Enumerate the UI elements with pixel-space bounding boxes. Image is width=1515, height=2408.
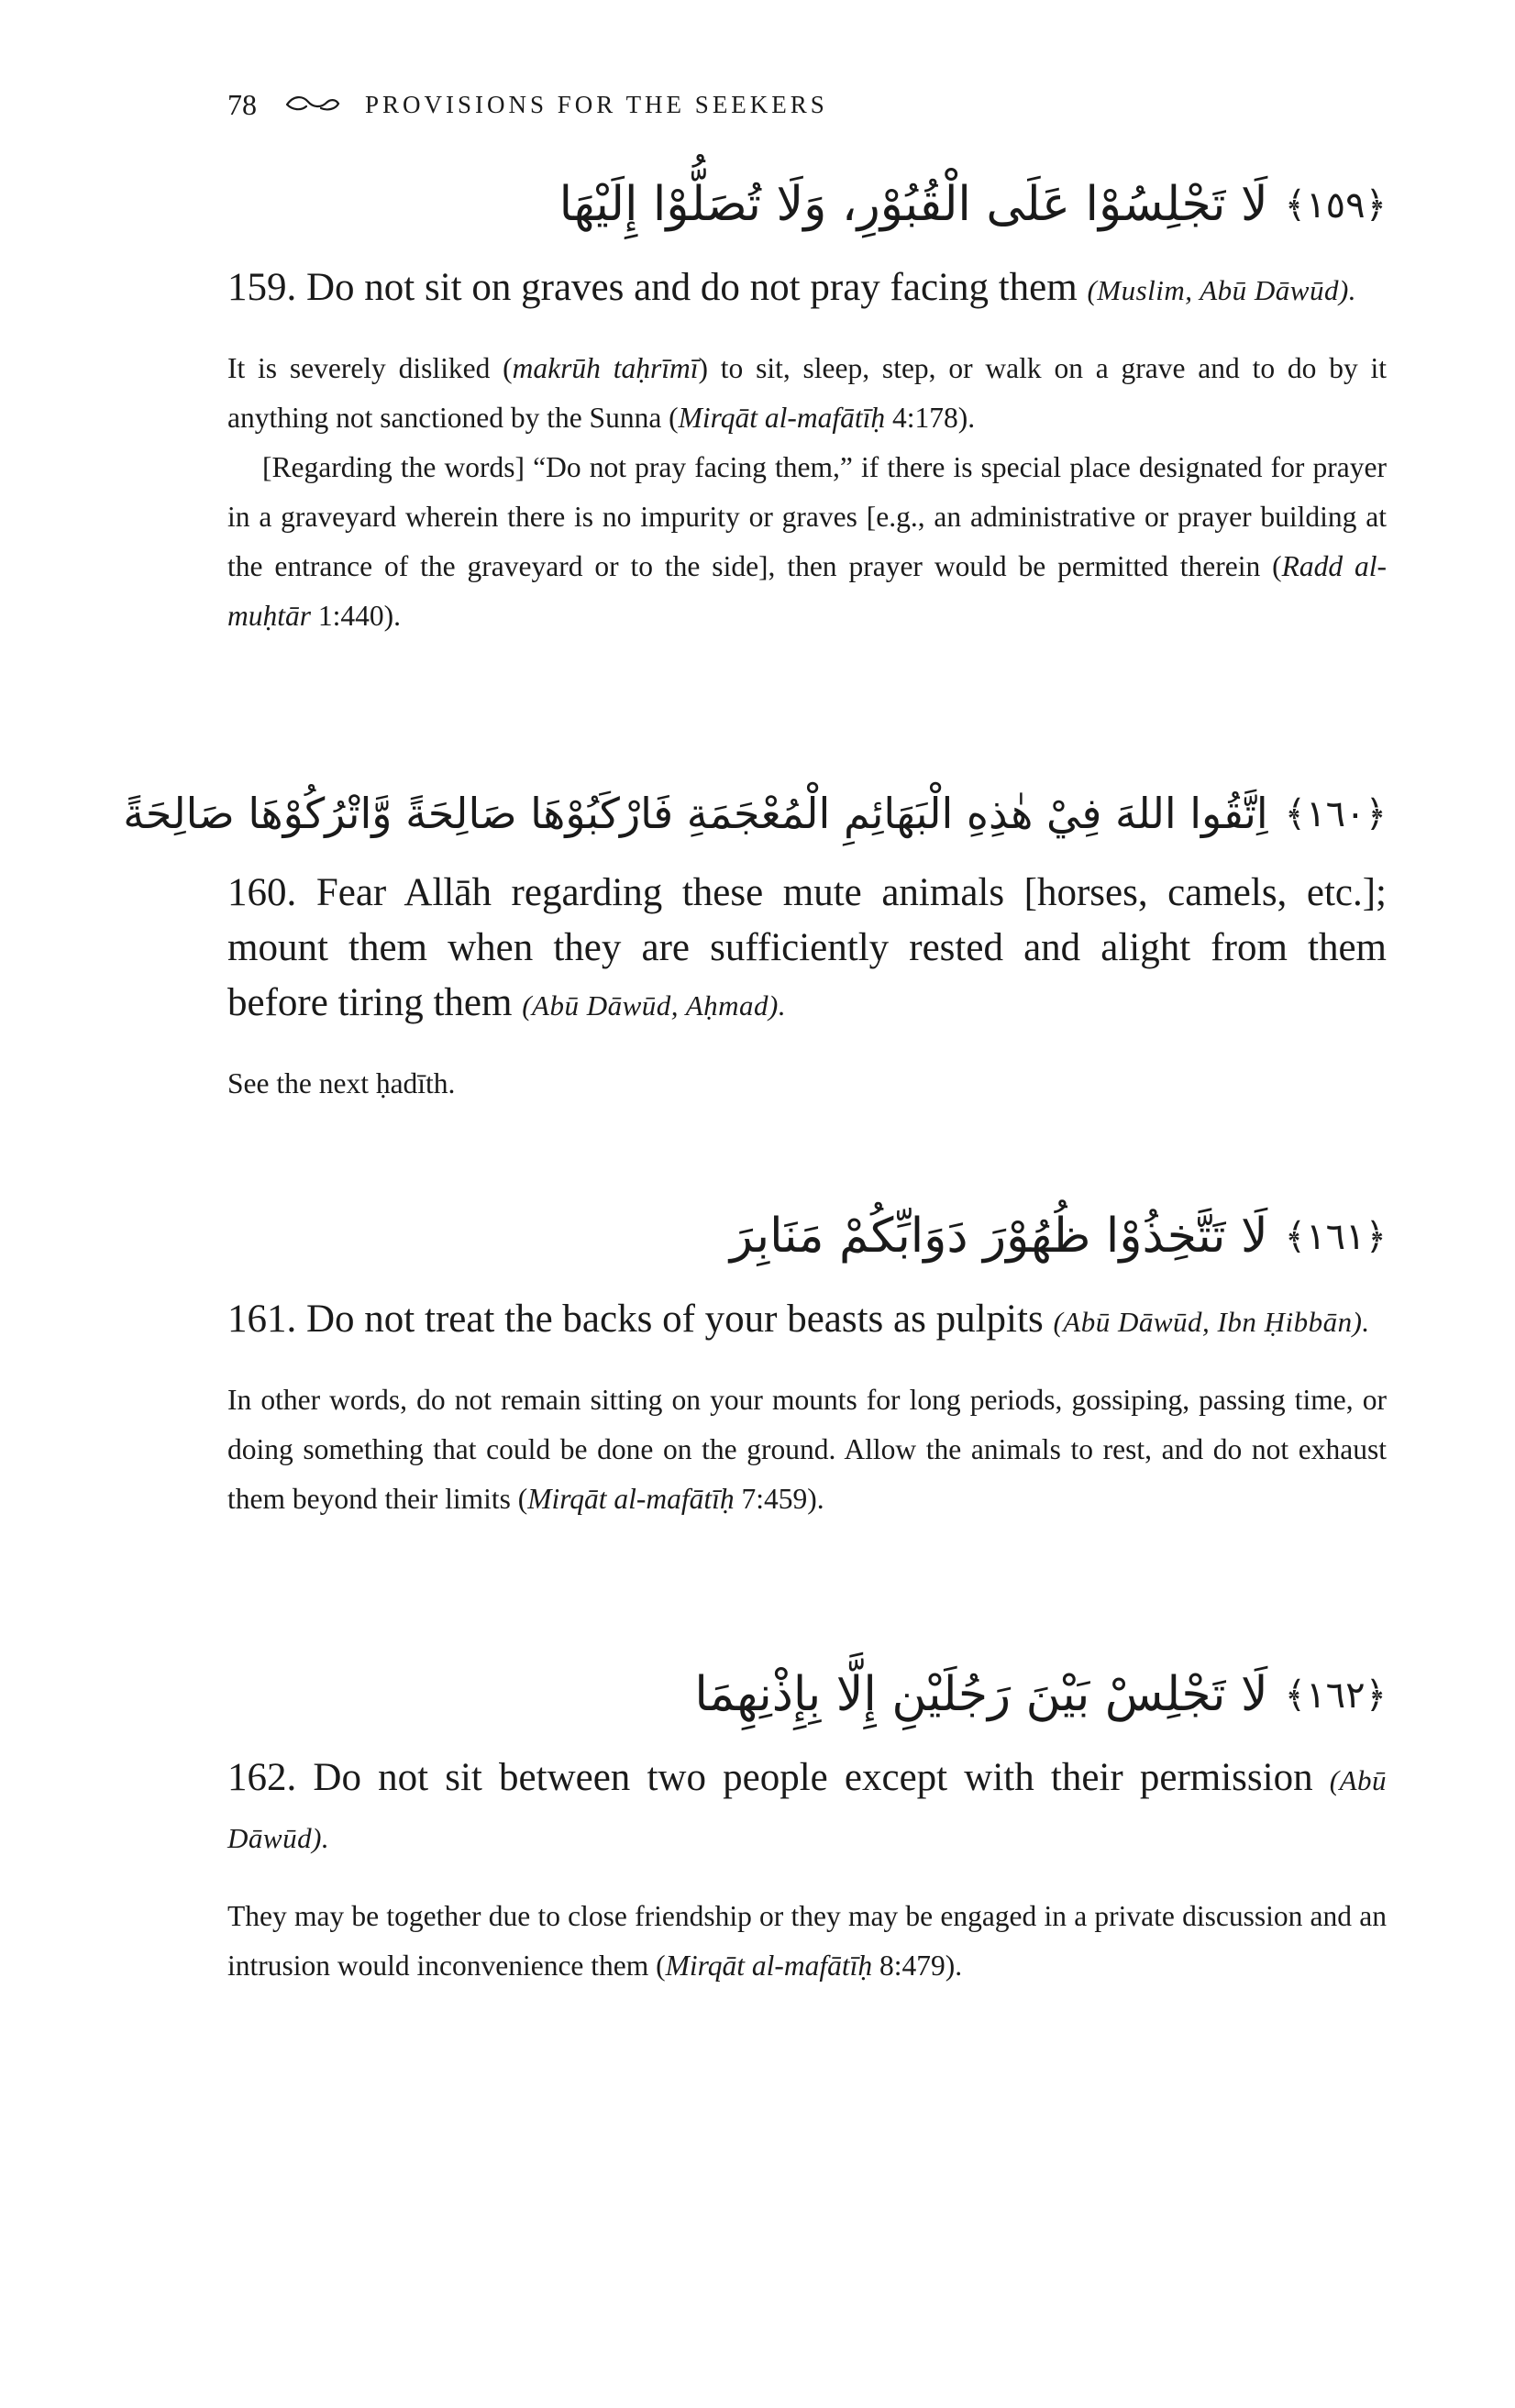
commentary-citation: Mirqāt al-mafātīḥ <box>665 1949 873 1982</box>
hadith-number: 159. <box>227 265 297 309</box>
commentary <box>227 1375 1387 1524</box>
hadith-entry <box>227 1206 1387 1524</box>
hadith-translation <box>227 1292 1387 1350</box>
commentary-text: [Regarding the words] “Do not pray facing them,” if there is special place designated for prayer in a graveyard wherein there is no impurity or graves [e.g., an administrative or prayer building at the entrance of the graveyard or to the side], then prayer would be permitted therein ( <box>227 450 1387 582</box>
commentary-citation: Mirqāt al-mafātīḥ <box>527 1482 735 1515</box>
arabic-hadith-text: لَا تَتَّخِذُوْا ظُهُوْرَ دَوَابِّكُمْ مَنَابِرَ <box>729 1209 1268 1264</box>
hadith-source: (Muslim, Abū Dāwūd). <box>1087 273 1357 306</box>
hadith-entry <box>227 1664 1387 1991</box>
arabic-hadith-line <box>227 174 1387 237</box>
arabic-hadith-text: لَا تَجْلِسْ بَيْنَ رَجُلَيْنِ إِلَّا بِإِذْنِهِمَا <box>694 1667 1268 1722</box>
commentary-text: See the next ḥadīth. <box>227 1066 456 1099</box>
translation-text: Do not sit on graves and do not pray facing them <box>306 265 1078 309</box>
commentary-text: ) to sit, sleep, step, or walk on a grave and to do by it anything not sanctioned by the Sunna ( <box>227 351 1388 434</box>
commentary-citation: Mirqāt al-mafātīḥ <box>678 401 886 434</box>
hadith-source: (Abū Dāwūd). <box>227 1763 1388 1854</box>
hadith-source: (Abū Dāwūd, Aḥmad). <box>522 989 787 1022</box>
arabic-hadith-line <box>227 1664 1387 1727</box>
commentary-text: 7:459). <box>734 1482 824 1515</box>
commentary-citation: Radd al-muḥtār <box>227 549 1388 632</box>
hadith-number-arabic: ﴿١٦١﴾ <box>1284 1215 1387 1258</box>
hadith-entry <box>227 174 1387 641</box>
hadith-translation <box>227 866 1387 1033</box>
arabic-hadith-text: لَا تَجْلِسُوْا عَلَى الْقُبُوْرِ، وَلَا تُصَلُّوْا إِلَيْهَا <box>558 177 1268 232</box>
commentary <box>227 1892 1387 1991</box>
arabic-hadith-text: اِتَّقُوا اللهَ فِيْ هٰذِهِ الْبَهَائِمِ الْمُعْجَمَةِ فَارْكَبُوْهَا صَالِحَةً وَّاتْرُكُوْهَا صَالِحَةً <box>123 789 1268 838</box>
hadith-translation <box>227 260 1387 318</box>
running-header <box>227 88 828 122</box>
hadith-number: 161. <box>227 1297 297 1341</box>
translation-text: Do not treat the backs of your beasts as pulpits <box>306 1297 1044 1341</box>
commentary-term: makrūh taḥrīmī <box>512 351 699 384</box>
commentary-paragraph <box>227 344 1387 443</box>
commentary-text: In other words, do not remain sitting on your mounts for long periods, gossiping, passing time, or doing something that could be done on the ground. Allow the animals to rest, and do not exhaust them beyond their limits ( <box>227 1383 1387 1515</box>
commentary-paragraph <box>227 1059 1387 1109</box>
scroll-ornament-icon <box>284 90 341 121</box>
commentary <box>227 344 1387 641</box>
translation-text: Do not sit between two people except with their permission <box>313 1755 1313 1799</box>
commentary <box>227 1059 1387 1109</box>
commentary-text: It is severely disliked ( <box>227 351 513 384</box>
commentary-paragraph <box>227 443 1387 641</box>
hadith-number: 160. <box>227 870 297 914</box>
running-title: PROVISIONS FOR THE SEEKERS <box>365 91 828 118</box>
commentary-text: 1:440). <box>311 599 402 632</box>
hadith-source: (Abū Dāwūd, Ibn Ḥibbān). <box>1053 1305 1370 1338</box>
hadith-number-arabic: ﴿١٦٠﴾ <box>1284 792 1387 835</box>
hadith-number-arabic: ﴿١٦٢﴾ <box>1284 1673 1387 1717</box>
commentary-paragraph <box>227 1892 1387 1991</box>
arabic-hadith-line <box>227 1206 1387 1268</box>
hadith-translation <box>227 1751 1387 1866</box>
commentary-text: 4:178). <box>885 401 976 434</box>
page-number: 78 <box>227 88 257 121</box>
commentary-text: They may be together due to close friendship or they may be engaged in a private discussion and an intrusion would inconvenience them ( <box>227 1899 1387 1982</box>
commentary-paragraph <box>227 1375 1387 1524</box>
arabic-hadith-line <box>123 787 1387 842</box>
hadith-entry <box>123 787 1388 1109</box>
hadith-number: 162. <box>227 1755 297 1799</box>
translation-text: Fear Allāh regarding these mute animals [horses, camels, etc.]; mount them when they are sufficiently rested and alight from them before tiring them <box>227 870 1388 1024</box>
hadith-number-arabic: ﴿١٥٩﴾ <box>1284 183 1387 226</box>
commentary-text: 8:479). <box>872 1949 963 1982</box>
